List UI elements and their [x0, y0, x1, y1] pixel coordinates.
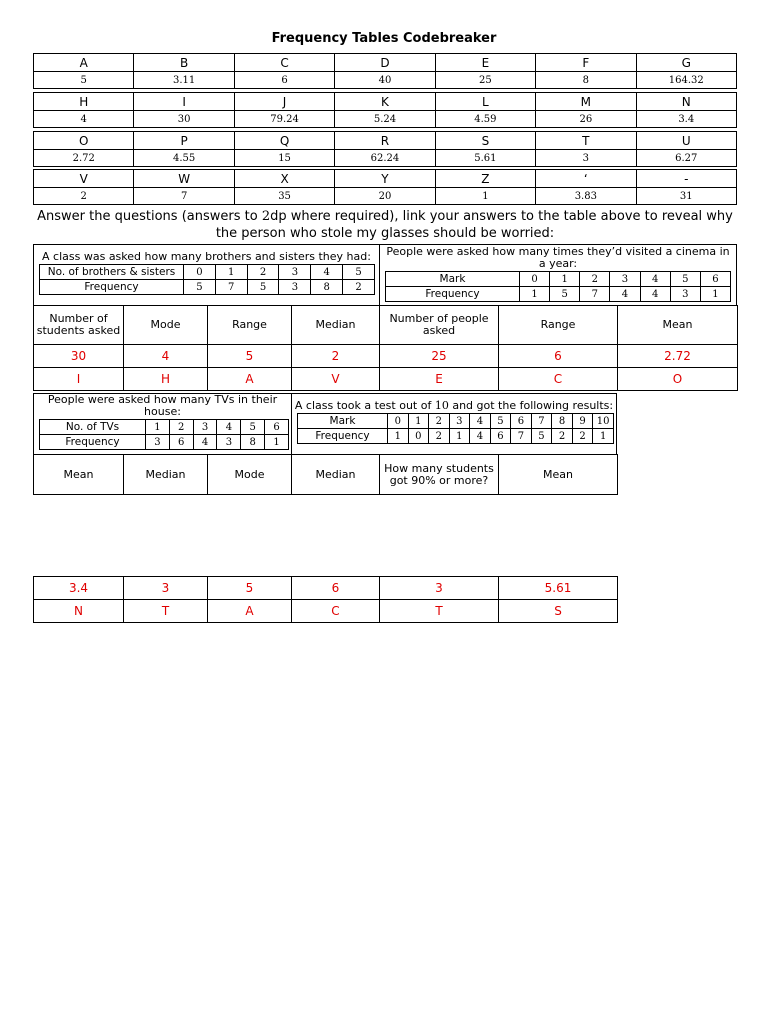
tvs-question-box — [33, 393, 292, 455]
instructions-text: Answer the questions (answers to — [37, 209, 262, 224]
table-cell: 8 — [241, 435, 265, 450]
question-header: How many students got 90% or more? — [380, 455, 499, 495]
decoded-letter: A — [208, 600, 292, 623]
table-row-label: Frequency — [40, 280, 184, 295]
answer-cell: 4 — [124, 345, 208, 368]
table-cell: 5 — [550, 287, 580, 302]
code-value: 4 — [34, 111, 134, 128]
decoded-letter: E — [380, 368, 499, 391]
code-value: 7 — [134, 188, 234, 205]
tvs-frequency-table — [39, 419, 289, 450]
table-cell: 4 — [311, 265, 343, 280]
table-cell: 2 — [343, 280, 375, 295]
code-letter: B — [134, 54, 234, 72]
table-cell: 6 — [265, 420, 289, 435]
code-letter: L — [435, 93, 535, 111]
table-row-label: Frequency — [298, 429, 388, 444]
code-table-2 — [33, 92, 737, 128]
decoded-letter: O — [618, 368, 738, 391]
table-cell: 5 — [670, 272, 700, 287]
code-letter: V — [34, 170, 134, 188]
code-letter: G — [636, 54, 736, 72]
table-cell: 8 — [552, 414, 573, 429]
code-value: 25 — [435, 72, 535, 89]
table-cell: 3 — [193, 420, 217, 435]
table-cell: 0 — [388, 414, 409, 429]
code-value: 31 — [636, 188, 736, 205]
table-cell: 2 — [572, 429, 593, 444]
code-value: 4.55 — [134, 150, 234, 167]
table-cell: 0 — [520, 272, 550, 287]
table-cell: 4 — [217, 420, 241, 435]
code-value: 40 — [335, 72, 435, 89]
code-table-4 — [33, 169, 737, 205]
answer-cell: 30 — [34, 345, 124, 368]
question-header: Median — [124, 455, 208, 495]
answer-cell: 3.4 — [34, 577, 124, 600]
table-cell: 5 — [241, 420, 265, 435]
table-cell: 4 — [610, 287, 640, 302]
answer-cell: 6 — [292, 577, 380, 600]
table-cell: 6 — [169, 435, 193, 450]
question-header: Mean — [499, 455, 618, 495]
code-letter: W — [134, 170, 234, 188]
code-value: 79.24 — [234, 111, 334, 128]
code-value: 3.4 — [636, 111, 736, 128]
code-value: 6.27 — [636, 150, 736, 167]
code-value: 2 — [34, 188, 134, 205]
siblings-caption: A class was asked how many brothers and sisters they had: — [42, 250, 371, 263]
table-cell: 3 — [610, 272, 640, 287]
code-table-3 — [33, 131, 737, 167]
table-cell: 3 — [146, 435, 170, 450]
code-letter: O — [34, 132, 134, 150]
table-cell: 1 — [550, 272, 580, 287]
code-value: 15 — [234, 150, 334, 167]
decoded-letter: S — [499, 600, 618, 623]
code-value: 2.72 — [34, 150, 134, 167]
table-cell: 7 — [215, 280, 247, 295]
code-letter: ‘ — [536, 170, 636, 188]
answer-cell: 3 — [124, 577, 208, 600]
table-cell: 1 — [408, 414, 429, 429]
table-cell: 1 — [146, 420, 170, 435]
code-letter: M — [536, 93, 636, 111]
test-question-box — [291, 393, 617, 455]
code-value: 35 — [234, 188, 334, 205]
table-cell: 7 — [511, 429, 532, 444]
table-cell: 7 — [580, 287, 610, 302]
table-cell: 1 — [265, 435, 289, 450]
code-letter: I — [134, 93, 234, 111]
instructions — [33, 208, 737, 242]
instructions-number: 2 — [261, 209, 271, 224]
code-value: 3 — [536, 150, 636, 167]
code-letter: S — [435, 132, 535, 150]
table-cell: 2 — [552, 429, 573, 444]
code-letter: R — [335, 132, 435, 150]
question-header: Mode — [208, 455, 292, 495]
table-cell: 10 — [593, 414, 614, 429]
table-cell: 2 — [169, 420, 193, 435]
answer-cell: 2.72 — [618, 345, 738, 368]
question-header: Mean — [34, 455, 124, 495]
question-header: Median — [292, 455, 380, 495]
table-row-label: No. of brothers & sisters — [40, 265, 184, 280]
table-cell: 1 — [449, 429, 470, 444]
test-caption-text: and got the following results: — [448, 399, 614, 412]
table-cell: 0 — [184, 265, 216, 280]
decoded-letter: A — [208, 368, 292, 391]
table-cell: 5 — [490, 414, 511, 429]
code-value: 5 — [34, 72, 134, 89]
table-cell: 3 — [670, 287, 700, 302]
decoded-letter: C — [499, 368, 618, 391]
code-letter: H — [34, 93, 134, 111]
table-cell: 3 — [279, 280, 311, 295]
test-caption-number: 10 — [434, 399, 449, 412]
table-row-label: Mark — [386, 272, 520, 287]
section1-answer-table — [33, 305, 738, 391]
test-caption-text: A class took a test out of — [294, 399, 435, 412]
question-header: Median — [292, 306, 380, 345]
table-cell: 2 — [429, 429, 450, 444]
question-header: Number of students asked — [34, 306, 124, 345]
test-caption — [292, 400, 616, 412]
decoded-letter: V — [292, 368, 380, 391]
decoded-letter: C — [292, 600, 380, 623]
code-table-1 — [33, 53, 737, 89]
siblings-question-box — [33, 244, 380, 306]
decoded-letter: T — [124, 600, 208, 623]
tvs-caption: People were asked how many TVs in their house: — [47, 393, 278, 418]
table-row-label: No. of TVs — [40, 420, 146, 435]
question-header: Range — [499, 306, 618, 345]
code-value: 26 — [536, 111, 636, 128]
instructions-text: dp where required), link your answers to the table above to reveal why — [270, 209, 733, 224]
code-letter: U — [636, 132, 736, 150]
code-letter: P — [134, 132, 234, 150]
code-letter: J — [234, 93, 334, 111]
question-header: Number of people asked — [380, 306, 499, 345]
table-cell: 0 — [408, 429, 429, 444]
section2-question-table — [33, 454, 618, 495]
cinema-caption: People were asked how many times they’d visited a cinema in a year: — [386, 245, 730, 270]
answer-cell: 5.61 — [499, 577, 618, 600]
code-value: 8 — [536, 72, 636, 89]
code-letter: F — [536, 54, 636, 72]
cinema-question-box — [379, 244, 737, 306]
code-value: 5.61 — [435, 150, 535, 167]
table-cell: 5 — [184, 280, 216, 295]
answer-cell: 6 — [499, 345, 618, 368]
code-letter: Q — [234, 132, 334, 150]
table-cell: 3 — [279, 265, 311, 280]
table-cell: 2 — [580, 272, 610, 287]
answer-cell: 5 — [208, 345, 292, 368]
table-cell: 2 — [247, 265, 279, 280]
instructions-line-1 — [33, 208, 737, 225]
decoded-letter: T — [380, 600, 499, 623]
question-header: Mean — [618, 306, 738, 345]
table-cell: 7 — [531, 414, 552, 429]
decoded-letter: H — [124, 368, 208, 391]
answer-cell: 5 — [208, 577, 292, 600]
siblings-frequency-table — [39, 264, 375, 295]
code-value: 20 — [335, 188, 435, 205]
table-cell: 4 — [193, 435, 217, 450]
decoded-letter: I — [34, 368, 124, 391]
code-value: 5.24 — [335, 111, 435, 128]
code-value: 30 — [134, 111, 234, 128]
table-cell: 3 — [449, 414, 470, 429]
code-letter: N — [636, 93, 736, 111]
code-value: 4.59 — [435, 111, 535, 128]
answer-cell: 2 — [292, 345, 380, 368]
table-cell: 1 — [388, 429, 409, 444]
table-cell: 2 — [429, 414, 450, 429]
code-letter: T — [536, 132, 636, 150]
code-value: 164.32 — [636, 72, 736, 89]
code-value: 62.24 — [335, 150, 435, 167]
table-cell: 4 — [640, 287, 670, 302]
code-value: 3.11 — [134, 72, 234, 89]
code-value: 3.83 — [536, 188, 636, 205]
instructions-line-2: the person who stole my glasses should be worried: — [215, 226, 555, 241]
table-cell: 6 — [490, 429, 511, 444]
question-header: Range — [208, 306, 292, 345]
table-cell: 4 — [470, 414, 491, 429]
section2-answer-table — [33, 576, 618, 623]
table-cell: 5 — [247, 280, 279, 295]
decoded-letter: N — [34, 600, 124, 623]
code-letter: Z — [435, 170, 535, 188]
code-letter: - — [636, 170, 736, 188]
table-cell: 6 — [511, 414, 532, 429]
code-value: 6 — [234, 72, 334, 89]
table-cell: 8 — [311, 280, 343, 295]
code-letter: D — [335, 54, 435, 72]
question-header: Mode — [124, 306, 208, 345]
code-value: 1 — [435, 188, 535, 205]
table-cell: 1 — [700, 287, 730, 302]
table-cell: 4 — [470, 429, 491, 444]
code-letter: Y — [335, 170, 435, 188]
table-cell: 4 — [640, 272, 670, 287]
table-row-label: Frequency — [386, 287, 520, 302]
table-cell: 5 — [343, 265, 375, 280]
code-letter: C — [234, 54, 334, 72]
test-frequency-table — [297, 413, 614, 444]
table-cell: 1 — [215, 265, 247, 280]
table-cell: 9 — [572, 414, 593, 429]
table-row-label: Frequency — [40, 435, 146, 450]
table-cell: 1 — [520, 287, 550, 302]
table-row-label: Mark — [298, 414, 388, 429]
answer-cell: 3 — [380, 577, 499, 600]
table-cell: 1 — [593, 429, 614, 444]
table-cell: 6 — [700, 272, 730, 287]
page-title: Frequency Tables Codebreaker — [271, 31, 497, 46]
cinema-frequency-table — [385, 271, 731, 302]
code-letter: K — [335, 93, 435, 111]
code-letter: E — [435, 54, 535, 72]
code-letter: X — [234, 170, 334, 188]
answer-cell: 25 — [380, 345, 499, 368]
table-cell: 3 — [217, 435, 241, 450]
code-letter: A — [34, 54, 134, 72]
table-cell: 5 — [531, 429, 552, 444]
